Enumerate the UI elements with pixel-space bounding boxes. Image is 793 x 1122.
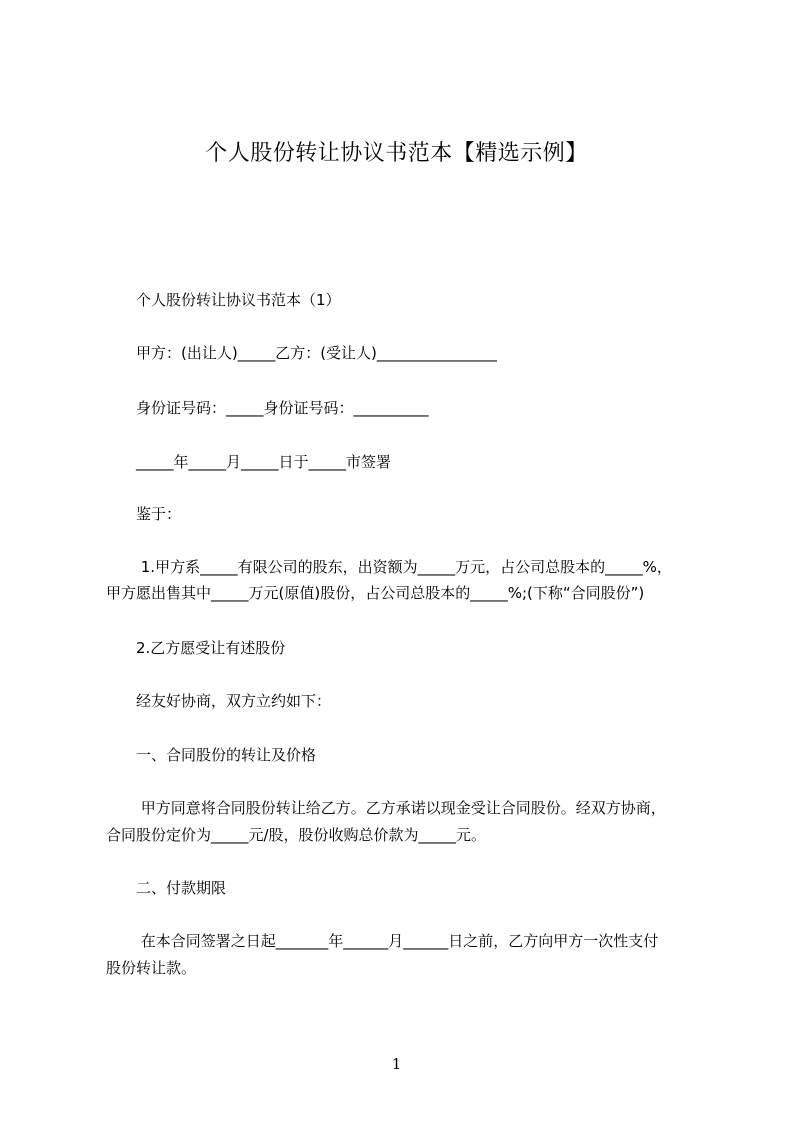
page-number: 1 xyxy=(391,1055,402,1073)
clause-1-line-2: 甲方愿出售其中_____万元(原值)股份，占公司总股本的_____%;(下称“合同股份”) xyxy=(106,584,645,602)
id-numbers-line: 身份证号码：_____身份证号码：__________ xyxy=(136,399,429,417)
section-1-heading: 一、合同股份的转让及价格 xyxy=(136,746,317,764)
parties-line: 甲方：(出让人)_____乙方：(受让人)________________ xyxy=(136,344,497,362)
section-2-heading: 二、付款期限 xyxy=(136,879,227,897)
section-2-line-2: 股份转让款。 xyxy=(106,959,197,977)
whereas-label: 鉴于： xyxy=(136,505,182,523)
document-title: 个人股份转让协议书范本【精选示例】 xyxy=(205,141,588,166)
section-1-line-1: 甲方同意将合同股份转让给乙方。乙方承诺以现金受让合同股份。经双方协商， xyxy=(136,799,666,817)
section-2-line-1: 在本合同签署之日起_______年______月______日之前，乙方向甲方一次性支付 xyxy=(136,932,659,950)
sign-date-line: _____年_____月_____日于_____市签署 xyxy=(136,453,392,471)
section-1-line-2: 合同股份定价为_____元/股，股份收购总价款为_____元。 xyxy=(106,826,487,844)
clause-2: 2.乙方愿受让有述股份 xyxy=(136,639,286,657)
clause-1-line-1: 1.甲方系_____有限公司的股东，出资额为_____万元，占公司总股本的_____%， xyxy=(136,558,672,576)
subtitle: 个人股份转让协议书范本（1） xyxy=(136,291,341,309)
agreement-intro: 经友好协商，双方立约如下： xyxy=(136,692,332,710)
